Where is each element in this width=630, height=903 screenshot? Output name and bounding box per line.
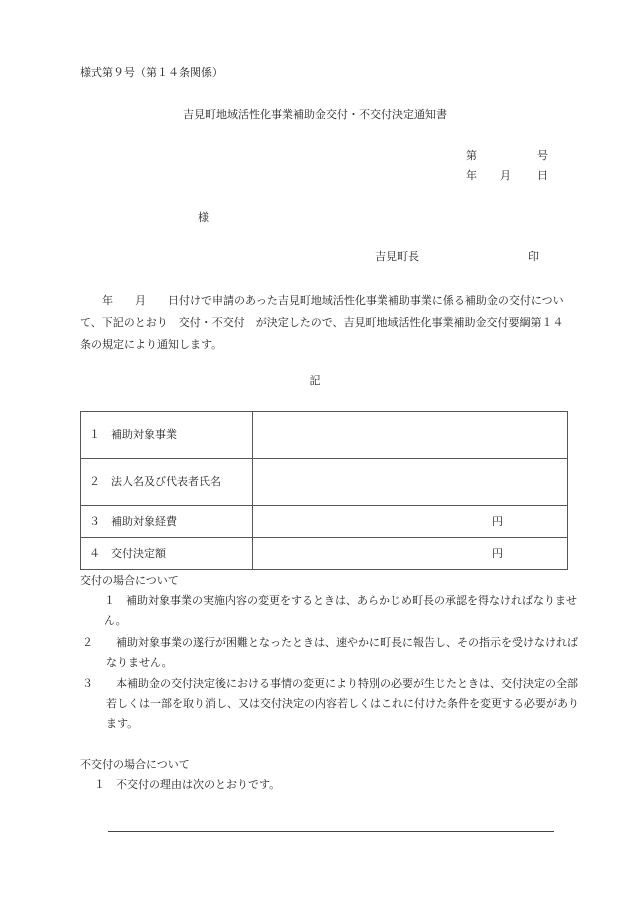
row-label: 補助対象経費 xyxy=(111,514,177,528)
row-value-cell xyxy=(253,459,568,506)
reason-entry-line xyxy=(108,831,554,832)
row-value-cell: 円 xyxy=(253,506,568,538)
row-label-cell xyxy=(81,538,253,570)
row-label: 補助対象事業 xyxy=(111,428,177,442)
date-day-label: 日 xyxy=(537,169,548,182)
reference-number-suffix: 号 xyxy=(537,149,548,162)
fukoufu-item xyxy=(94,778,280,791)
row-value-cell xyxy=(253,412,568,459)
fukoufu-item-text: 不交付の理由は次のとおりです。 xyxy=(116,778,281,791)
note-number: ２ xyxy=(82,636,93,649)
form-number: 様式第９号（第１４条関係） xyxy=(80,66,223,79)
row-number: ２ xyxy=(89,475,100,489)
date-year-label: 年 xyxy=(466,169,477,182)
koufu-note xyxy=(94,591,582,631)
note-text: 補助対象事業の実施内容の変更をするときは、あらかじめ町長の承認を得なければなりません。 xyxy=(104,594,577,627)
items-table xyxy=(80,411,568,570)
fukoufu-item-number: １ xyxy=(94,778,105,791)
koufu-note xyxy=(82,633,584,673)
row-label-cell xyxy=(81,459,253,506)
ki-heading: 記 xyxy=(309,374,321,387)
row-label: 交付決定額 xyxy=(111,546,166,560)
row-label-cell xyxy=(81,412,253,459)
table-row xyxy=(81,412,568,459)
row-number: １ xyxy=(89,428,100,442)
koufu-section-heading: 交付の場合について xyxy=(80,574,179,587)
table-row xyxy=(81,538,568,570)
date-month-label: 月 xyxy=(500,169,511,182)
row-number: ４ xyxy=(89,546,100,560)
fukoufu-section-heading: 不交付の場合について xyxy=(80,758,190,771)
table-row xyxy=(81,459,568,506)
note-number: １ xyxy=(104,594,115,607)
addressee-honorific: 様 xyxy=(198,211,209,224)
koufu-note xyxy=(82,674,584,734)
row-label: 法人名及び代表者氏名 xyxy=(111,475,221,489)
note-text: 本補助金の交付決定後における事情の変更により特別の必要が生じたときは、交付決定の全部若しくは一部を取り消し、又は交付決定の内容若しくはこれに付けた条件を変更する必要があります。 xyxy=(106,677,579,730)
note-number: ３ xyxy=(82,677,93,690)
row-value-cell: 円 xyxy=(253,538,568,570)
row-number: ３ xyxy=(89,514,100,528)
table-row xyxy=(81,506,568,538)
reference-number-prefix: 第 xyxy=(466,149,477,162)
note-text: 補助対象事業の遂行が困難となったときは、速やかに町長に報告し、その指示を受けなければなりません。 xyxy=(106,636,578,669)
notice-body-text: 年 月 日付けで申請のあった吉見町地域活性化事業補助事業に係る補助金の交付について、下記のとおり 交付・不交付 が決定したので、吉見町地域活性化事業補助金交付要綱第１４条の規定により通知します。 xyxy=(80,294,564,351)
document-title: 吉見町地域活性化事業補助金交付・不交付決定通知書 xyxy=(183,108,447,121)
issuer-name: 吉見町長 xyxy=(375,250,419,263)
row-label-cell xyxy=(81,506,253,538)
seal-mark: 印 xyxy=(528,250,539,263)
